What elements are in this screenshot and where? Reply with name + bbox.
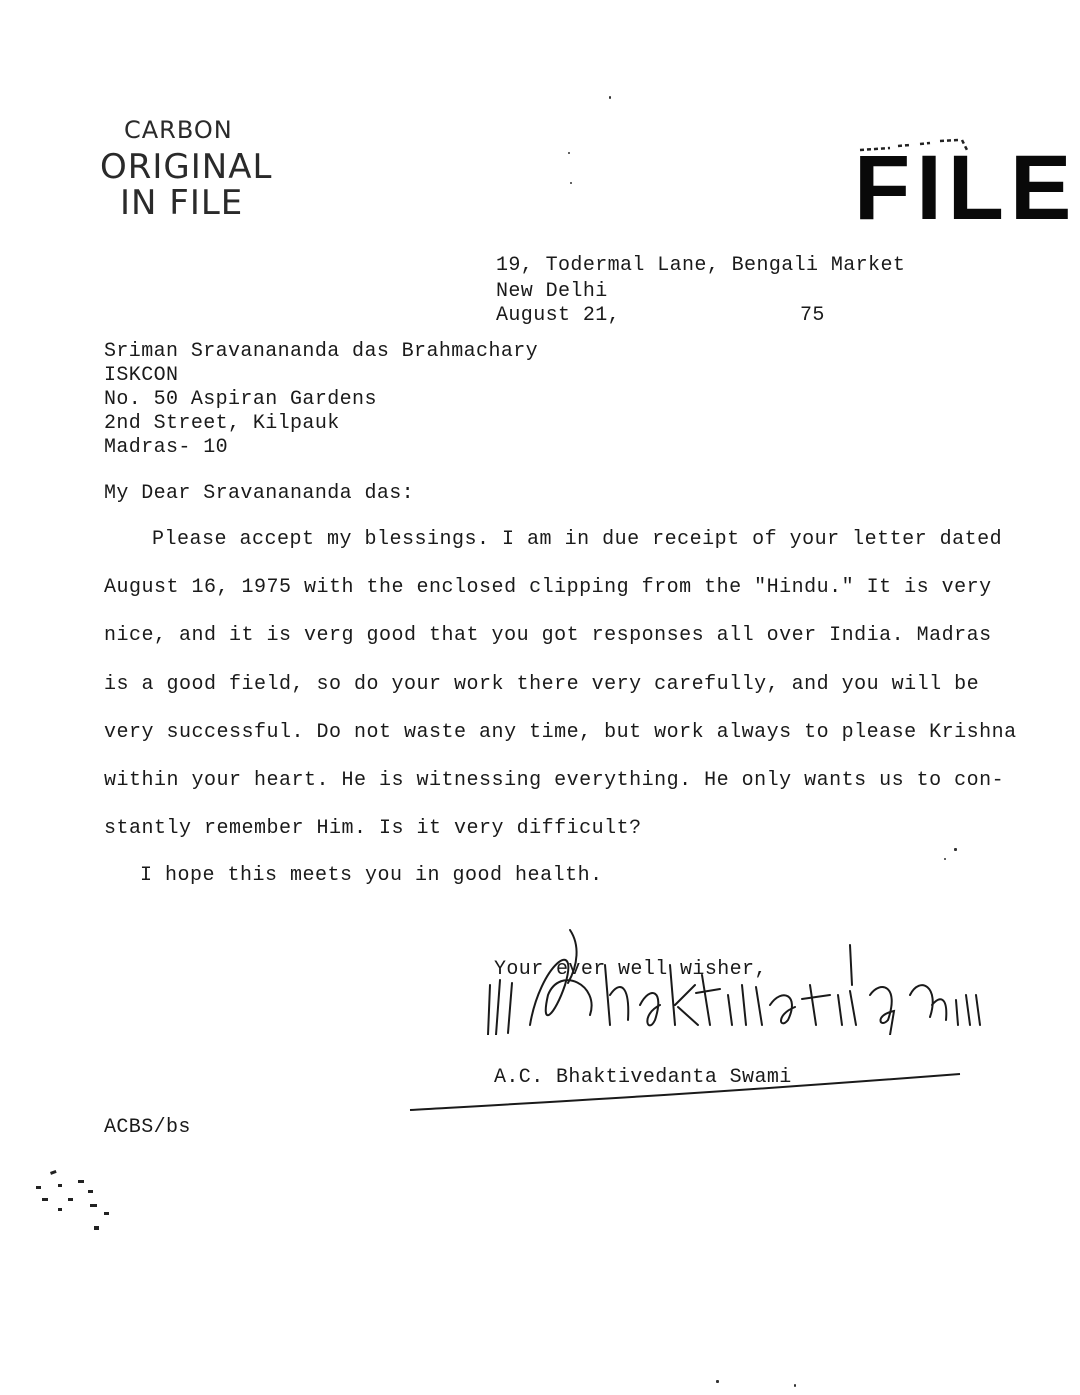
speck <box>794 1384 796 1387</box>
speck <box>570 182 572 184</box>
body-line: Please accept my blessings. I am in due receipt of your letter dated <box>152 528 1003 551</box>
closing-line: I hope this meets you in good health. <box>140 864 603 887</box>
valediction: Your ever well wisher, <box>494 958 767 981</box>
body-line: within your heart. He is witnessing everything. He only wants us to con- <box>104 769 1005 792</box>
recipient-line-3: No. 50 Aspiran Gardens <box>104 388 377 411</box>
recipient-line-5: Madras- 10 <box>104 436 229 459</box>
body-line: is a good field, so do your work there very carefully, and you will be <box>104 673 980 696</box>
body-line: very successful. Do not waste any time, but work always to please Krishna <box>104 721 1017 744</box>
sender-address-line-1: 19, Todermal Lane, Bengali Market <box>496 254 906 277</box>
recipient-line-4: 2nd Street, Kilpauk <box>104 412 340 435</box>
letter-date-year: 75 <box>800 304 825 327</box>
speck <box>954 848 957 851</box>
body-line: stantly remember Him. Is it very difficult? <box>104 817 642 840</box>
sender-address-line-2: New Delhi <box>496 280 608 303</box>
recipient-line-1: Sriman Sravanananda das Brahmachary <box>104 340 539 363</box>
handwritten-signature <box>470 925 990 1035</box>
body-line: nice, and it is verg good that you got responses all over India. Madras <box>104 624 992 647</box>
file-stamp-text: FILE <box>854 137 1078 239</box>
file-stamp <box>850 128 1078 239</box>
in-file-stamp-label: IN FILE <box>120 183 244 223</box>
carbon-stamp-label: CARBON <box>124 116 233 144</box>
recipient-line-2: ISKCON <box>104 364 179 387</box>
speck <box>944 858 946 860</box>
speck <box>568 152 570 154</box>
signature-name: A.C. Bhaktivedanta Swami <box>494 1066 792 1089</box>
original-stamp-label: ORIGINAL <box>100 147 273 187</box>
letter-date: August 21, <box>496 304 621 327</box>
typist-initials: ACBS/bs <box>104 1116 191 1139</box>
signature-rule <box>400 1066 980 1116</box>
salutation: My Dear Sravanananda das: <box>104 482 415 505</box>
body-line: August 16, 1975 with the enclosed clipping from the "Hindu." It is very <box>104 576 992 599</box>
speck <box>716 1380 719 1383</box>
scan-specks <box>28 1168 128 1248</box>
speck <box>609 96 611 99</box>
